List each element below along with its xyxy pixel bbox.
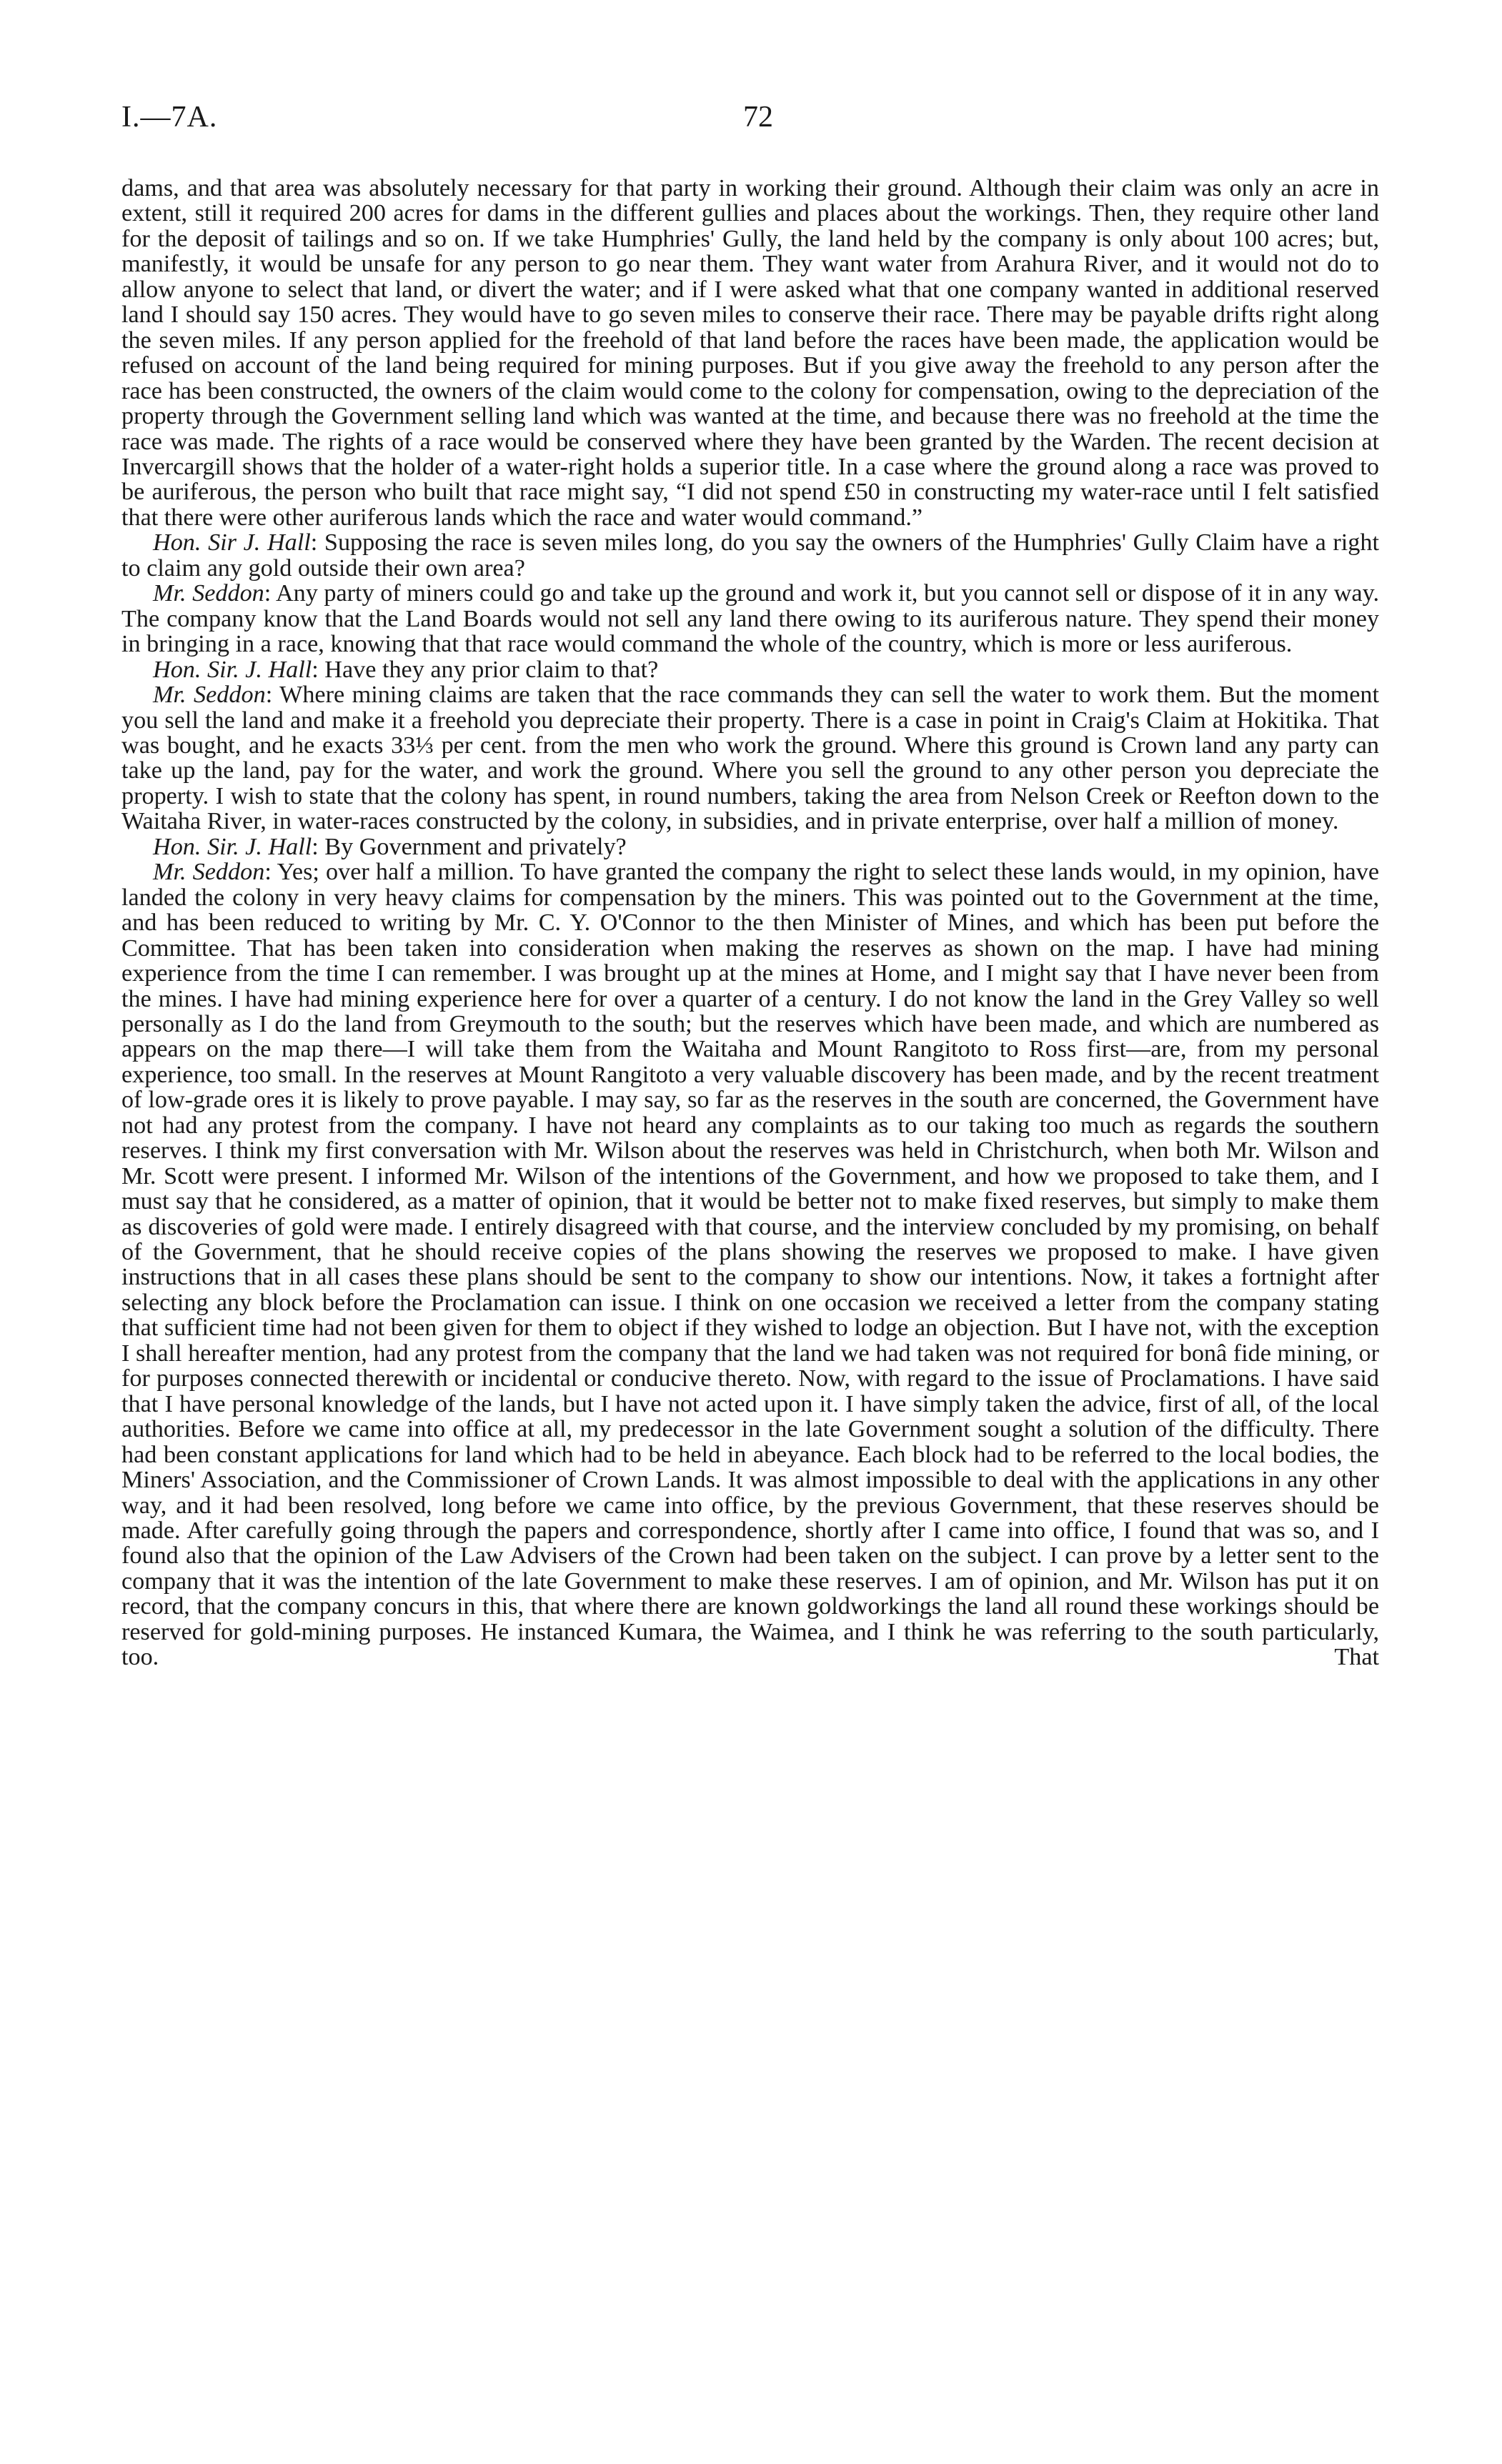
paragraph-text: : Have they any prior claim to that?: [312, 656, 659, 683]
paragraph: [121, 581, 1379, 657]
page-header: [121, 100, 1379, 150]
paragraph-text: : Supposing the race is seven miles long, do you say the owners of the Humphries' Gully Claim have a right to claim any gold outside their own area?: [121, 529, 1379, 582]
speaker-name: Hon. Sir. J. Hall: [153, 656, 312, 683]
paragraph: [121, 834, 1379, 859]
paragraph-text: dams, and that area was absolutely necessary for that party in working their ground. Although their claim was only an acre in extent, still it required 200 acres for dams in the different gullies and places about the workings. Then, they require other land for the deposit of tailings and so on. If we take Humphries' Gully, the land held by the company is only about 100 acres; but, manifestly, it would be unsafe for any person to go near them. They want water from Arahura River, and it would not do to allow anyone to select that land, or divert the water; and if I were asked what that one company wanted in additional reserved land I should say 150 acres. They would have to go seven miles to conserve their race. There may be payable drifts right along the seven miles. If any person applied for the freehold of that land before the races have been made, the application would be refused on account of the land being required for mining purposes. But if you give away the freehold to any person after the race has been constructed, the owners of the claim would come to the colony for compensation, owing to the depreciation of the property through the Government selling land which was wanted at the time, and because there was no freehold at the time the race was made. The rights of a race would be conserved where they have been granted by the Warden. The recent decision at Invercargill shows that the holder of a water-right holds a superior title. In a case where the ground along a race was proved to be auriferous, the person who built that race might say, “I did not spend £50 in constructing my water-race until I felt satisfied that there were other auriferous lands which the race and water would command.”: [121, 175, 1379, 531]
paragraph: [121, 859, 1379, 1670]
paragraph: [121, 530, 1379, 581]
speaker-name: Hon. Sir J. Hall: [153, 529, 311, 557]
speaker-name: Hon. Sir. J. Hall: [153, 833, 312, 860]
document-reference: I.—7A.: [121, 101, 218, 134]
paragraph: [121, 176, 1379, 530]
paragraph-text: : Where mining claims are taken that the race commands they can sell the water to work them. But the moment you sell the land and make it a freehold you depreciate their property. There is a case in point in Craig's Claim at Hokitika. That was bought, and he exacts 33⅓ per cent. from the men who work the ground. Where this ground is Crown land any party can take up the land, pay for the water, and work the ground. Where you sell the ground to any other person you depreciate the property. I wish to state that the colony has spent, in round numbers, taking the area from Nelson Creek or Reefton down to the Waitaha River, in water-races constructed by the colony, in subsidies, and in private enterprise, over half a million of money.: [121, 682, 1379, 835]
paragraph-text: : Yes; over half a million. To have granted the company the right to select these lands would, in my opinion, have landed the colony in very heavy claims for compensation by the miners. This was pointed out to the Government at the time, and has been reduced to writing by Mr. C. Y. O'Connor to the then Minister of Mines, and which has been put before the Committee. That has been taken into consideration when making the reserves as shown on the map. I have had mining experience from the time I can remember. I was brought up at the mines at Home, and I might say that I have never been from the mines. I have had mining experience here for over a quarter of a century. I do not know the land in the Grey Valley so well personally as I do the land from Greymouth to the south; but the reserves which have been made, and which are numbered as appears on the map there—I will take them from the Waitaha and Mount Rangitoto to Ross first—are, from my personal experience, too small. In the reserves at Mount Rangitoto a very valuable discovery has been made, and by the recent treatment of low-grade ores it is likely to prove payable. I may say, so far as the reserves in the south are concerned, the Government have not had any protest from the company. I have not heard any complaints as to our taking too much as regards the southern reserves. I think my first conversation with Mr. Wilson about the reserves was held in Christchurch, when both Mr. Wilson and Mr. Scott were present. I informed Mr. Wilson of the intentions of the Government, and how we proposed to take them, and I must say that he considered, as a matter of opinion, that it would be better not to make fixed reserves, but simply to make them as discoveries of gold were made. I entirely disagreed with that course, and the interview concluded by my promising, on behalf of the Government, that he should receive copies of the plans showing the reserves we proposed to make. I have given instructions that in all cases these plans should be sent to the company to show our intentions. Now, it takes a fortnight after selecting any block before the Proclamation can issue. I think on one occasion we received a letter from the company stating that sufficient time had not been given for them to object if they wished to lodge an objection. But I have not, with the exception I shall hereafter mention, had any protest from the company that the land we had taken was not required for bonâ fide mining, or for purposes connected therewith or incidental or conducive thereto. Now, with regard to the issue of Proclamations. I have said that I have personal knowledge of the lands, but I have not acted upon it. I have simply taken the advice, first of all, of the local authorities. Before we came into office at all, my predecessor in the late Government sought a solution of the difficulty. There had been constant applications for land which had to be held in abeyance. Each block had to be referred to the local bodies, the Miners' Association, and the Commissioner of Crown Lands. It was almost impossible to deal with the applications in any other way, and it had been resolved, long before we came into office, by the previous Government, that these reserves should be made. After carefully going through the papers and correspondence, shortly after I came into office, I found that was so, and I found also that the opinion of the Law Advisers of the Crown had been taken on the subject. I can prove by a letter sent to the company that it was the intention of the late Government to make these reserves. I am of opinion, and Mr. Wilson has put it on record, that the company concurs in this, that where there are known goldworkings the land all round these workings should be reserved for gold-mining purposes. He instanced Kumara, the Waimea, and I think he was referring to the south particularly, too. That: [121, 859, 1379, 1671]
page-number: 72: [743, 101, 773, 134]
paragraph-text: : By Government and privately?: [312, 833, 627, 860]
body-text: [121, 176, 1379, 1670]
speaker-name: Mr. Seddon: [153, 580, 264, 607]
paragraph: [121, 682, 1379, 834]
speaker-name: Mr. Seddon: [153, 682, 266, 709]
speaker-name: Mr. Seddon: [153, 859, 265, 886]
paragraph-text: : Any party of miners could go and take up the ground and work it, but you cannot sell or dispose of it in any way. The company know that the Land Boards would not sell any land there owing to its auriferous nature. They spend their money in bringing in a race, knowing that that race would command the whole of the country, which is more or less auriferous.: [121, 580, 1380, 658]
paragraph: [121, 657, 1379, 682]
